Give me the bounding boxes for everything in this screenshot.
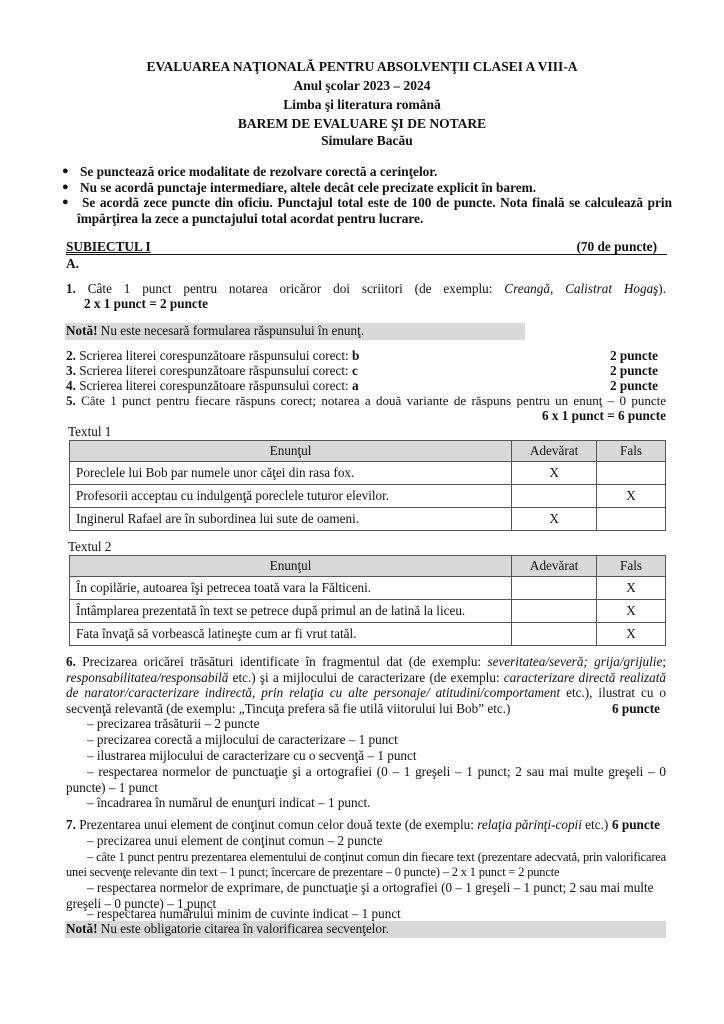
school-year: Anul şcolar 2023 – 2024 [293,78,431,93]
question-points: 2 puncte [610,363,658,378]
true-cell: X [512,508,597,531]
true-false-table-2 [69,555,666,646]
general-rules-list [60,164,672,226]
true-cell [512,485,597,508]
question-6-points: 6 puncte [612,700,660,716]
question-2: 2. Scrierea literei corespunzătoare răspunsului corect: b 2 puncte [66,348,658,363]
question-7: 7. Prezentarea unui element de conţinut comun celor două texte (de exemplu: relaţia părinţi-copii etc.) 6 puncte [66,817,660,832]
statement-cell: Profesorii acceptau cu indulgenţă poreclele tuturor elevilor. [70,485,512,508]
false-cell: X [597,485,666,508]
column-header-false: Fals [597,556,666,577]
table-header-row [70,441,666,462]
table-row [70,485,666,508]
true-cell: X [512,462,597,485]
criterion: – respectarea numărului minim de cuvinte indicat – 1 punct [87,906,401,921]
false-cell [597,462,666,485]
statement-cell: Fata învaţă să vorbească latineşte cum ar fi vrut tatăl. [70,623,512,646]
statement-cell: Inginerul Rafael are în subordinea lui sute de oameni. [70,508,512,531]
rule-item-continuation: împărţirea la zece a punctajului total acordat pentru lucrare. [77,210,424,226]
criterion: – precizarea corectă a mijlocului de caracterizare – 1 punct [87,732,398,747]
false-cell: X [597,577,666,600]
column-header-true: Adevărat [512,441,597,462]
table-2-label: Textul 2 [68,539,112,554]
table-row [70,508,666,531]
simulation-name: Simulare Bacău [321,133,413,148]
question-5: 5. Câte 1 punct pentru fiecare răspuns corect; notarea a două variante de răspuns pentru un enunţ – 0 puncte [66,393,666,408]
answer-letter: a [351,378,359,393]
question-5-points: 6 x 1 punct = 6 puncte [541,408,666,423]
criterion: – respectarea normelor de exprimare, de punctuaţie şi a ortografiei (0 – 1 greşeli – 1 punct; 2 sau mai multe greşeli – 0 puncte) – 1 punct [66,880,654,911]
table-row [70,600,666,623]
false-cell: X [597,623,666,646]
question-3: 3. Scrierea literei corespunzătoare răspunsului corect: c 2 puncte [66,363,658,378]
question-7-points: 6 puncte [612,817,660,832]
criterion: – ilustrarea mijlocului de caracterizare cu o secvenţă – 1 punct [87,748,417,763]
table-header-row [70,556,666,577]
section-label: A. [66,256,79,271]
question-1: 1. Câte 1 punct pentru notarea oricăror doi scriitori (de exemplu: Creangă, Calistrat Hogaş). [66,281,666,296]
criterion: – încadrarea în numărul de enunţuri indicat – 1 punct. [87,795,371,810]
subject-name: Limba şi literatura română [283,97,441,112]
false-cell: X [597,600,666,623]
column-header-statement: Enunţul [70,441,512,462]
subject-title: SUBIECTUL I [66,239,151,254]
true-false-table-1 [69,440,666,531]
rule-item: ● Nu se acordă punctaje intermediare, altele decât cele precizate explicit în barem. [62,179,537,195]
bullet-icon: ● [62,165,69,177]
bullet-icon: ● [62,180,69,193]
answer-letter: b [351,348,360,363]
subject-heading [66,239,667,255]
false-cell [597,508,666,531]
table-1-label: Textul 1 [68,424,112,439]
criterion: – respectarea normelor de punctuaţie şi a ortografiei (0 – 1 greşeli – 1 punct; 2 sau mai multe greşeli – 0 puncte) – 1 punct [66,764,666,795]
column-header-true: Adevărat [512,556,597,577]
example-writers: Creangă, Calistrat Hogaş [504,281,659,296]
question-4: 4. Scrierea literei corespunzătoare răspunsului corect: a 2 puncte [66,378,658,393]
question-points: 2 puncte [610,348,658,363]
table-row [70,623,666,646]
column-header-false: Fals [597,441,666,462]
document-type: BAREM DE EVALUARE ŞI DE NOTARE [237,116,487,131]
statement-cell: Poreclele lui Bob par numele unor căţei din rasa fox. [70,462,512,485]
true-cell [512,577,597,600]
subject-points: (70 de puncte) [576,239,657,254]
answer-letter: c [351,363,358,378]
statement-cell: Întâmplarea prezentată în text se petrece după primul an de latină la liceu. [70,600,512,623]
column-header-statement: Enunţul [70,556,512,577]
criterion: – precizarea unui element de conţinut comun – 2 puncte [87,833,383,848]
table-row [70,462,666,485]
question-points: 2 puncte [610,378,658,393]
bullet-icon: ● [62,196,69,208]
question-6: 6. Precizarea oricărei trăsături identificate în fragmentul dat (de exemplu: severitatea/severă; grija/grijulie; responsabilitatea/responsabilă etc.) şi a mijlocului de caracterizare (de exemplu: caracterizare directă realizată de narator/caracterizare indirectă, prin relaţia cu alte personaje/ atitudini/comportament etc.), ilustrat cu o secvenţă relevantă (de exemplu: „Tincuţa prefera să fie utilă viitorului lui Bob” etc.) 6 puncte [66,654,666,716]
exam-title: EVALUAREA NAŢIONALĂ PENTRU ABSOLVENŢII CLASEI A VIII-A [146,59,578,74]
rule-item: ● Se punctează orice modalitate de rezolvare corectă a cerinţelor. [62,164,438,179]
criterion: – câte 1 punct pentru prezentarea elementului de conţinut comun din fiecare text (prezentare adecvată, prin valorificarea unei secvenţe relevante din text – 1 punct; încercare de prezentare – 0 puncte) – 2 x 1 punct = 2 puncte [66,850,666,879]
rule-item: ● Se acordă zece puncte din oficiu. Punctajul total este de 100 de puncte. Nota finală se calculează prin [62,195,672,210]
table-row [70,577,666,600]
question-1-points: 2 x 1 punct = 2 puncte [84,296,209,311]
note-box: Notă! Nu este necesară formularea răspunsului în enunţ. [65,323,525,340]
true-cell [512,623,597,646]
note-box: Notă! Nu este obligatorie citarea în valorificarea secvenţelor. [65,921,666,938]
true-cell [512,600,597,623]
criterion: – precizarea trăsăturii – 2 puncte [87,716,260,731]
statement-cell: În copilărie, autoarea îşi petrecea toată vara la Fălticeni. [70,577,512,600]
example-theme: relaţia părinţi-copii [477,817,582,832]
